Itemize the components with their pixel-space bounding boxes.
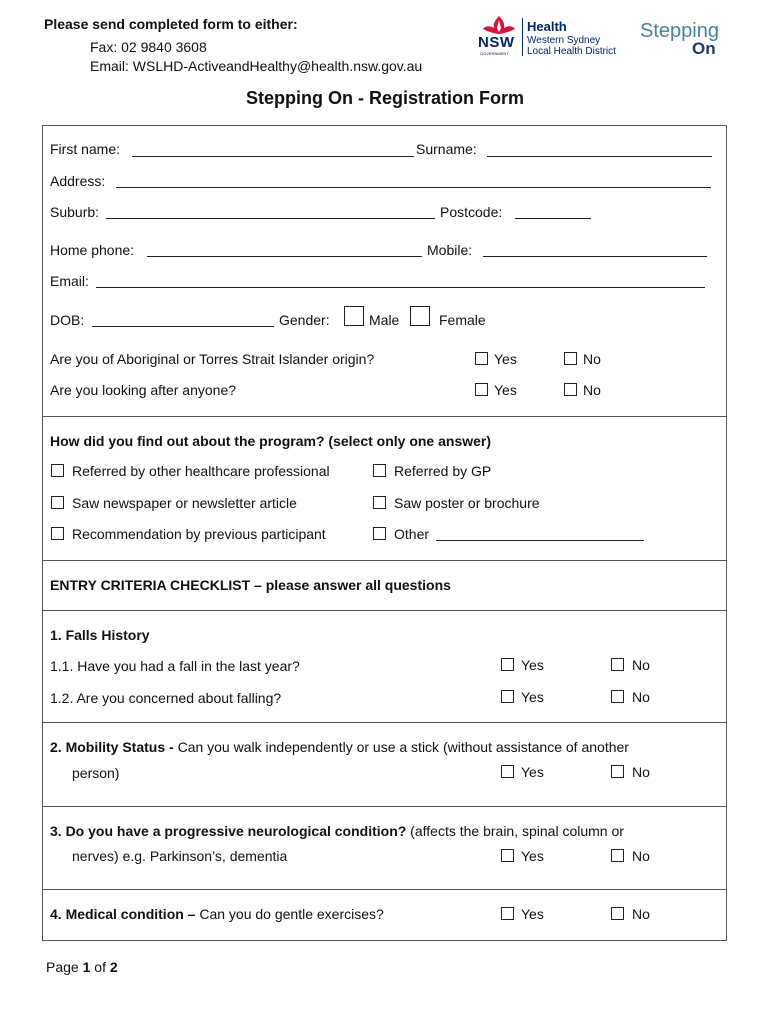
- concerned-falling-no-checkbox[interactable]: [611, 690, 624, 703]
- newspaper-checkbox[interactable]: [51, 496, 64, 509]
- looking-after-yes-label: Yes: [494, 382, 517, 398]
- medical-yes-checkbox[interactable]: [501, 907, 514, 920]
- concerned-falling-yes-checkbox[interactable]: [501, 690, 514, 703]
- section-divider: [42, 560, 727, 561]
- looking-after-no-label: No: [583, 382, 601, 398]
- medical-no-checkbox[interactable]: [611, 907, 624, 920]
- district-line-1: Western Sydney: [527, 35, 601, 46]
- page-indicator: [46, 959, 118, 975]
- gender-label: Gender:: [279, 312, 330, 328]
- section-divider: [42, 806, 727, 807]
- other-checkbox[interactable]: [373, 527, 386, 540]
- fall-last-year-yes-checkbox[interactable]: [501, 658, 514, 671]
- stepping-wordmark: Stepping: [640, 20, 719, 42]
- referred-healthcare-checkbox[interactable]: [51, 464, 64, 477]
- neuro-text: (affects the brain, spinal column or: [406, 823, 624, 839]
- postcode-field[interactable]: [515, 218, 591, 219]
- section-divider: [42, 416, 727, 417]
- address-field[interactable]: [116, 187, 711, 188]
- page-of: of: [90, 959, 110, 975]
- referred-gp-label: Referred by GP: [394, 463, 492, 479]
- neuro-question-line2: nerves) e.g. Parkinson’s, dementia: [72, 848, 288, 864]
- referred-healthcare-label: Referred by other healthcare professional: [72, 463, 330, 479]
- medical-yes-label: Yes: [521, 906, 544, 922]
- page-word: Page: [46, 959, 83, 975]
- email-field[interactable]: [96, 287, 705, 288]
- mobility-title: 2. Mobility Status -: [50, 739, 178, 755]
- medical-no-label: No: [632, 906, 650, 922]
- gender-female-checkbox[interactable]: [410, 306, 430, 326]
- first-name-field[interactable]: [132, 156, 414, 157]
- government-wordmark: GOVERNMENT: [480, 51, 509, 56]
- neuro-yes-checkbox[interactable]: [501, 849, 514, 862]
- page-total: 2: [109, 959, 118, 975]
- mobility-no-checkbox[interactable]: [611, 765, 624, 778]
- newspaper-label: Saw newspaper or newsletter article: [72, 495, 297, 511]
- aboriginal-no-checkbox[interactable]: [564, 352, 577, 365]
- aboriginal-no-label: No: [583, 351, 601, 367]
- gender-female-label: Female: [439, 312, 486, 328]
- nsw-wordmark: NSW: [478, 34, 515, 51]
- looking-after-question: Are you looking after anyone?: [50, 382, 237, 398]
- falls-history-title: 1. Falls History: [50, 627, 150, 643]
- form-title: Stepping On - Registration Form: [246, 88, 524, 108]
- health-wordmark: Health: [527, 19, 567, 34]
- mobility-text: Can you walk independently or use a stick (without assistance of another: [177, 739, 629, 755]
- looking-after-no-checkbox[interactable]: [564, 383, 577, 396]
- poster-label: Saw poster or brochure: [394, 495, 540, 511]
- dob-label: DOB:: [50, 312, 85, 328]
- aboriginal-yes-checkbox[interactable]: [475, 352, 488, 365]
- send-instructions-title: Please send completed form to either:: [44, 16, 298, 32]
- mobility-yes-label: Yes: [521, 764, 544, 780]
- mobility-yes-checkbox[interactable]: [501, 765, 514, 778]
- neuro-no-label: No: [632, 848, 650, 864]
- surname-field[interactable]: [487, 156, 712, 157]
- page-number: 1: [82, 959, 91, 975]
- first-name-label: First name:: [50, 141, 121, 157]
- dob-field[interactable]: [92, 326, 274, 327]
- on-wordmark: On: [692, 39, 716, 58]
- fall-last-year-yes-label: Yes: [521, 657, 544, 673]
- district-line-2: Local Health District: [527, 46, 616, 57]
- fall-last-year-no-checkbox[interactable]: [611, 658, 624, 671]
- gender-male-checkbox[interactable]: [344, 306, 364, 326]
- aboriginal-yes-label: Yes: [494, 351, 517, 367]
- mobility-no-label: No: [632, 764, 650, 780]
- medical-title: 4. Medical condition –: [50, 906, 200, 922]
- postcode-label: Postcode:: [440, 204, 503, 220]
- fax-number: Fax: 02 9840 3608: [90, 39, 207, 55]
- gender-male-label: Male: [369, 312, 400, 328]
- neuro-question: [50, 823, 624, 839]
- fall-last-year-question: 1.1. Have you had a fall in the last year?: [50, 658, 300, 674]
- entry-criteria-title: ENTRY CRITERIA CHECKLIST – please answer all questions: [50, 577, 451, 593]
- address-label: Address:: [50, 173, 106, 189]
- email-address: Email: WSLHD-ActiveandHealthy@health.nsw.gov.au: [90, 58, 423, 74]
- mobile-label: Mobile:: [427, 242, 473, 258]
- mobility-question-line2: person): [72, 765, 120, 781]
- medical-text: Can you do gentle exercises?: [199, 906, 384, 922]
- mobile-field[interactable]: [483, 256, 707, 257]
- fall-last-year-no-label: No: [632, 657, 650, 673]
- section-divider: [42, 889, 727, 890]
- mobility-question: [50, 739, 629, 755]
- suburb-field[interactable]: [106, 218, 435, 219]
- concerned-falling-question: 1.2. Are you concerned about falling?: [50, 690, 282, 706]
- stepping-on-logo: [640, 20, 730, 62]
- concerned-falling-no-label: No: [632, 689, 650, 705]
- home-phone-field[interactable]: [147, 256, 422, 257]
- concerned-falling-yes-label: Yes: [521, 689, 544, 705]
- other-label: Other: [394, 526, 430, 542]
- waratah-icon: [478, 14, 520, 36]
- recommendation-checkbox[interactable]: [51, 527, 64, 540]
- aboriginal-question: Are you of Aboriginal or Torres Strait Islander origin?: [50, 351, 375, 367]
- other-field[interactable]: [436, 540, 644, 541]
- neuro-yes-label: Yes: [521, 848, 544, 864]
- looking-after-yes-checkbox[interactable]: [475, 383, 488, 396]
- medical-question: [50, 906, 384, 922]
- program-question: How did you find out about the program? (select only one answer): [50, 433, 492, 449]
- poster-checkbox[interactable]: [373, 496, 386, 509]
- email-label: Email:: [50, 273, 89, 289]
- recommendation-label: Recommendation by previous participant: [72, 526, 326, 542]
- suburb-label: Suburb:: [50, 204, 100, 220]
- neuro-no-checkbox[interactable]: [611, 849, 624, 862]
- neuro-title: 3. Do you have a progressive neurological condition?: [50, 823, 407, 839]
- section-divider: [42, 610, 727, 611]
- logo-divider: [522, 18, 523, 56]
- referred-gp-checkbox[interactable]: [373, 464, 386, 477]
- nsw-health-logo: [476, 14, 626, 60]
- section-divider: [42, 722, 727, 723]
- home-phone-label: Home phone:: [50, 242, 135, 258]
- surname-label: Surname:: [416, 141, 477, 157]
